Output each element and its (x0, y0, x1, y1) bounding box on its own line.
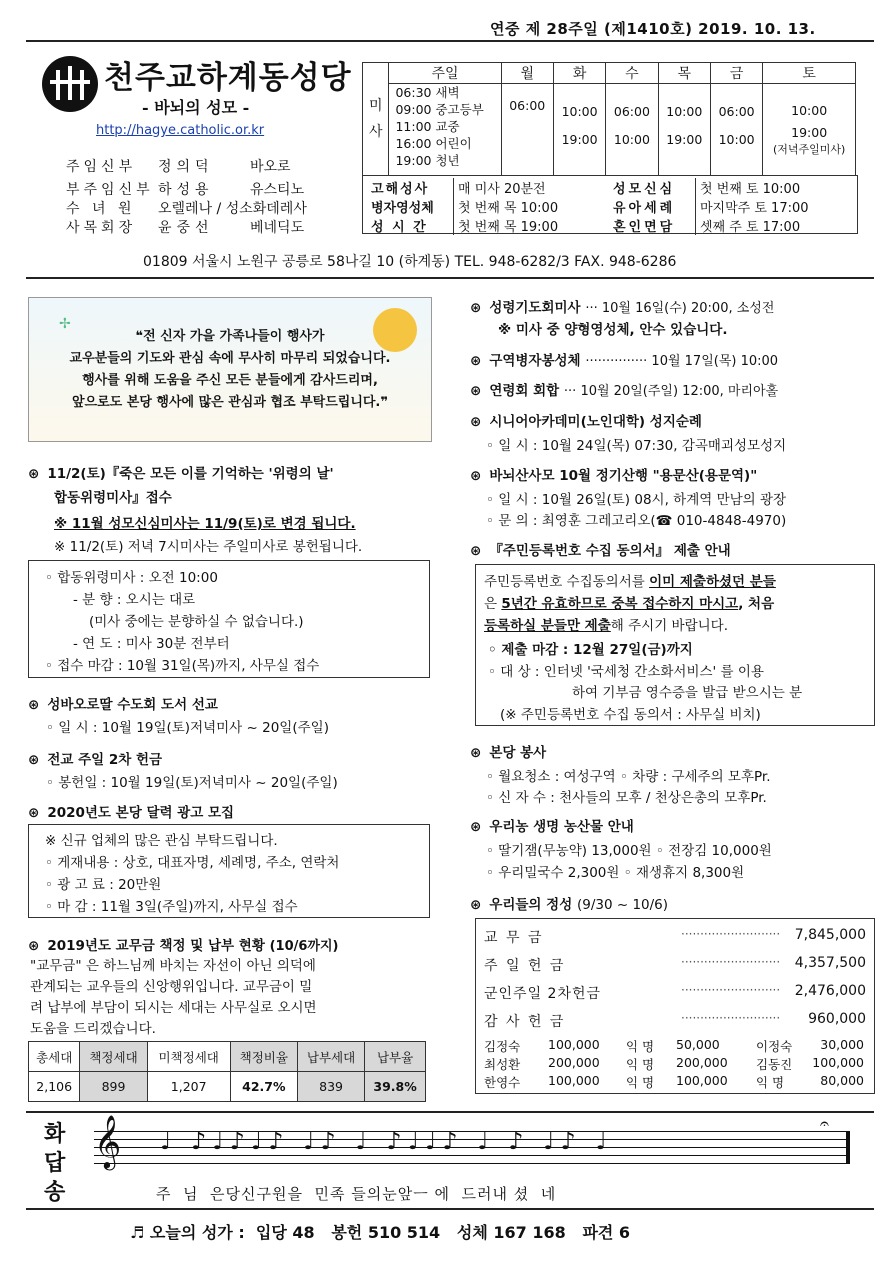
offerings-box: 교 무 금 ·························· 7,845,000 주 일 헌 금 ·························· 4,357,500 군인주일 2차헌금 ·························· 2,476,000 감 사 헌 금 ·························· 960,000 김정숙 100,000 익 명 50,000 이정숙 30,000 최성환 200,000 익 명 200,000 김동진 100,000 한영수 100,000 익 명 100,000 익 명 80,000 (475, 918, 875, 1094)
mass-schedule-table: 미 사 주일 월 화 수 목 금 토 06:30 새벽 09:00 중고등부 11:00 교중 16:00 어린이 19:00 청년 06:00 10:00 19:00 06:00 10:00 10:00 19:00 06:00 10:00 10:00 19:00 (저녁주일미사) (362, 62, 856, 176)
church-logo-icon (42, 56, 98, 112)
address-line: 01809 서울시 노원구 공릉로 58나길 10 (하계동) TEL. 948-6282/3 FAX. 948-6286 (143, 254, 677, 270)
dues-text: "교무금" 은 하느님께 바치는 자선이 아닌 의덕에 관계되는 교우들의 신앙행위입니다. 교무금이 밀 려 납부에 부담이 되시는 세대는 사무실로 오시면 도움을 드리겠습니다. (30, 958, 317, 1037)
memorial-info-box: ◦ 합동위령미사 : 오전 10:00 - 분 향 : 오시는 대로 (미사 중에는 분향하실 수 없습니다.) - 연 도 : 미사 30분 전부터 ◦ 접수 마감 : 10월 31일(목)까지, 사무실 접수 (28, 560, 430, 678)
notes-icon: ♩ ♪♩♪♩♪ ♩♪ ♩ ♪♩♩♪ ♩ ♪ ♩♪ ♩ (160, 1127, 613, 1155)
notice-title-union: ⊛ 연령회 회합 ··· 10월 20일(주일) 12:00, 마리아홀 (470, 383, 779, 399)
staff-row: 부주임신부 하성용 유스티노 (66, 182, 305, 198)
final-barline (846, 1131, 850, 1164)
church-url-link[interactable]: http://hagye.catholic.or.kr (96, 123, 265, 138)
notice-title-communion: ⊛ 구역병자봉성체 ··············· 10월 17일(목) 10:00 (470, 353, 779, 369)
church-patron: - 바뇌의 성모 - (142, 98, 250, 117)
notice-title-memorial: ⊛ 11/2(토)『죽은 모든 이를 기억하는 '위령의 날' (28, 466, 334, 482)
psalm-label: 화 답 송 (44, 1121, 66, 1205)
psalm-top-rule (26, 1111, 874, 1113)
rrn-info-box: 주민등록번호 수집동의서를 이미 제출하셨던 분들 은 5년간 유효하므로 중복 접수하지 마시고, 처음 등록하실 분들만 제출해 주시기 바랍니다. ◦ 제출 마감 : 12월 27일(금)까지 ◦ 대 상 : 인터넷 '국세청 간소화서비스' 를 이용 하여 기부금 영수증을 발급 받으시는 분 (※ 주민등록번호 수집 동의서 : 사무실 비치) (475, 564, 875, 726)
notice-title-farm: ⊛ 우리농 생명 농산물 안내 (470, 819, 634, 835)
staff-row: 주임신부 정의덕 바오로 (66, 159, 291, 175)
notice-title-bookfair: ⊛ 성바오로딸 수도회 도서 선교 (28, 697, 218, 713)
staff-row: 수 녀 원 오렐레나 / 성소화데레사 (66, 201, 307, 217)
address-rule (26, 277, 874, 279)
notice-title-mission: ⊛ 전교 주일 2차 헌금 (28, 752, 163, 768)
staff-row: 사목회장 윤중선 베네딕도 (66, 220, 305, 236)
top-rule (26, 40, 874, 42)
church-name: 천주교하계동성당 (104, 60, 352, 96)
sunday-masses: 06:30 새벽 09:00 중고등부 11:00 교중 16:00 어린이 19:00 청년 (389, 84, 501, 176)
treble-clef-icon: 𝄞 (94, 1114, 122, 1168)
services-box: 고해성사 매 미사 20분전 병자영성체 첫 번째 목 10:00 성 시 간 첫 번째 목 19:00 성모신심 첫 번째 토 10:00 유아세례 마지막주 토 17:00 혼인면담 셋째 주 토 17:00 (362, 175, 858, 234)
notice-title-dues: ⊛ 2019년도 교무금 책정 및 납부 현황 (10/6까지) (28, 938, 339, 954)
notice-title-offerings: ⊛ 우리들의 정성 (9/30 ~ 10/6) (470, 897, 669, 913)
notice-title-rrn: ⊛ 『주민등록번호 수집 동의서』 제출 안내 (470, 543, 731, 559)
dues-stats-table: 총세대 책정세대 미책정세대 책정비율 납부세대 납부율 2,106 899 1,207 42.7% 839 39.8% (28, 1041, 426, 1102)
dragonfly-icon: ✢ (59, 316, 71, 332)
fermata-icon: 𝄐 (820, 1114, 829, 1133)
hymn-line: ♬ 오늘의 성가 : 입당 48 봉헌 510 514 성체 167 168 파견 6 (130, 1223, 631, 1242)
notice-title-calendar: ⊛ 2020년도 본당 달력 광고 모집 (28, 805, 235, 821)
thanks-box: ✢ ❝전 신자 가을 가족나들이 행사가 교우분들의 기도와 관심 속에 무사히 마무리 되었습니다. 행사를 위해 도움을 주신 모든 분들에게 감사드리며, 앞으로도 본당 행사에 많은 관심과 협조 부탁드립니다.❞ (28, 297, 432, 442)
notice-title-senior: ⊛ 시니어아카데미(노인대학) 성지순례 (470, 414, 702, 430)
hymn-top-rule (26, 1208, 874, 1210)
calendar-info-box: ※ 신규 업체의 많은 관심 부탁드립니다. ◦ 게재내용 : 상호, 대표자명, 세례명, 주소, 연락처 ◦ 광 고 료 : 20만원 ◦ 마 감 : 11월 3일(주일)까지, 사무실 접수 (28, 824, 430, 918)
psalm-lyrics: 주 님 은당신구원을 민족 들의눈앞ㅡ 에 드러내 셨 네 (156, 1185, 557, 1203)
issue-line: 연중 제 28주일 (제1410호) 2019. 10. 13. (490, 20, 816, 38)
notice-title-hike: ⊛ 바뇌산사모 10월 정기산행 "용문산(용문역)" (470, 468, 758, 484)
notice-title-prayer: ⊛ 성령기도회미사 ··· 10월 16일(수) 20:00, 소성전 (470, 300, 775, 316)
mass-label: 미 사 (363, 63, 389, 176)
notice-title-serve: ⊛ 본당 봉사 (470, 745, 547, 761)
